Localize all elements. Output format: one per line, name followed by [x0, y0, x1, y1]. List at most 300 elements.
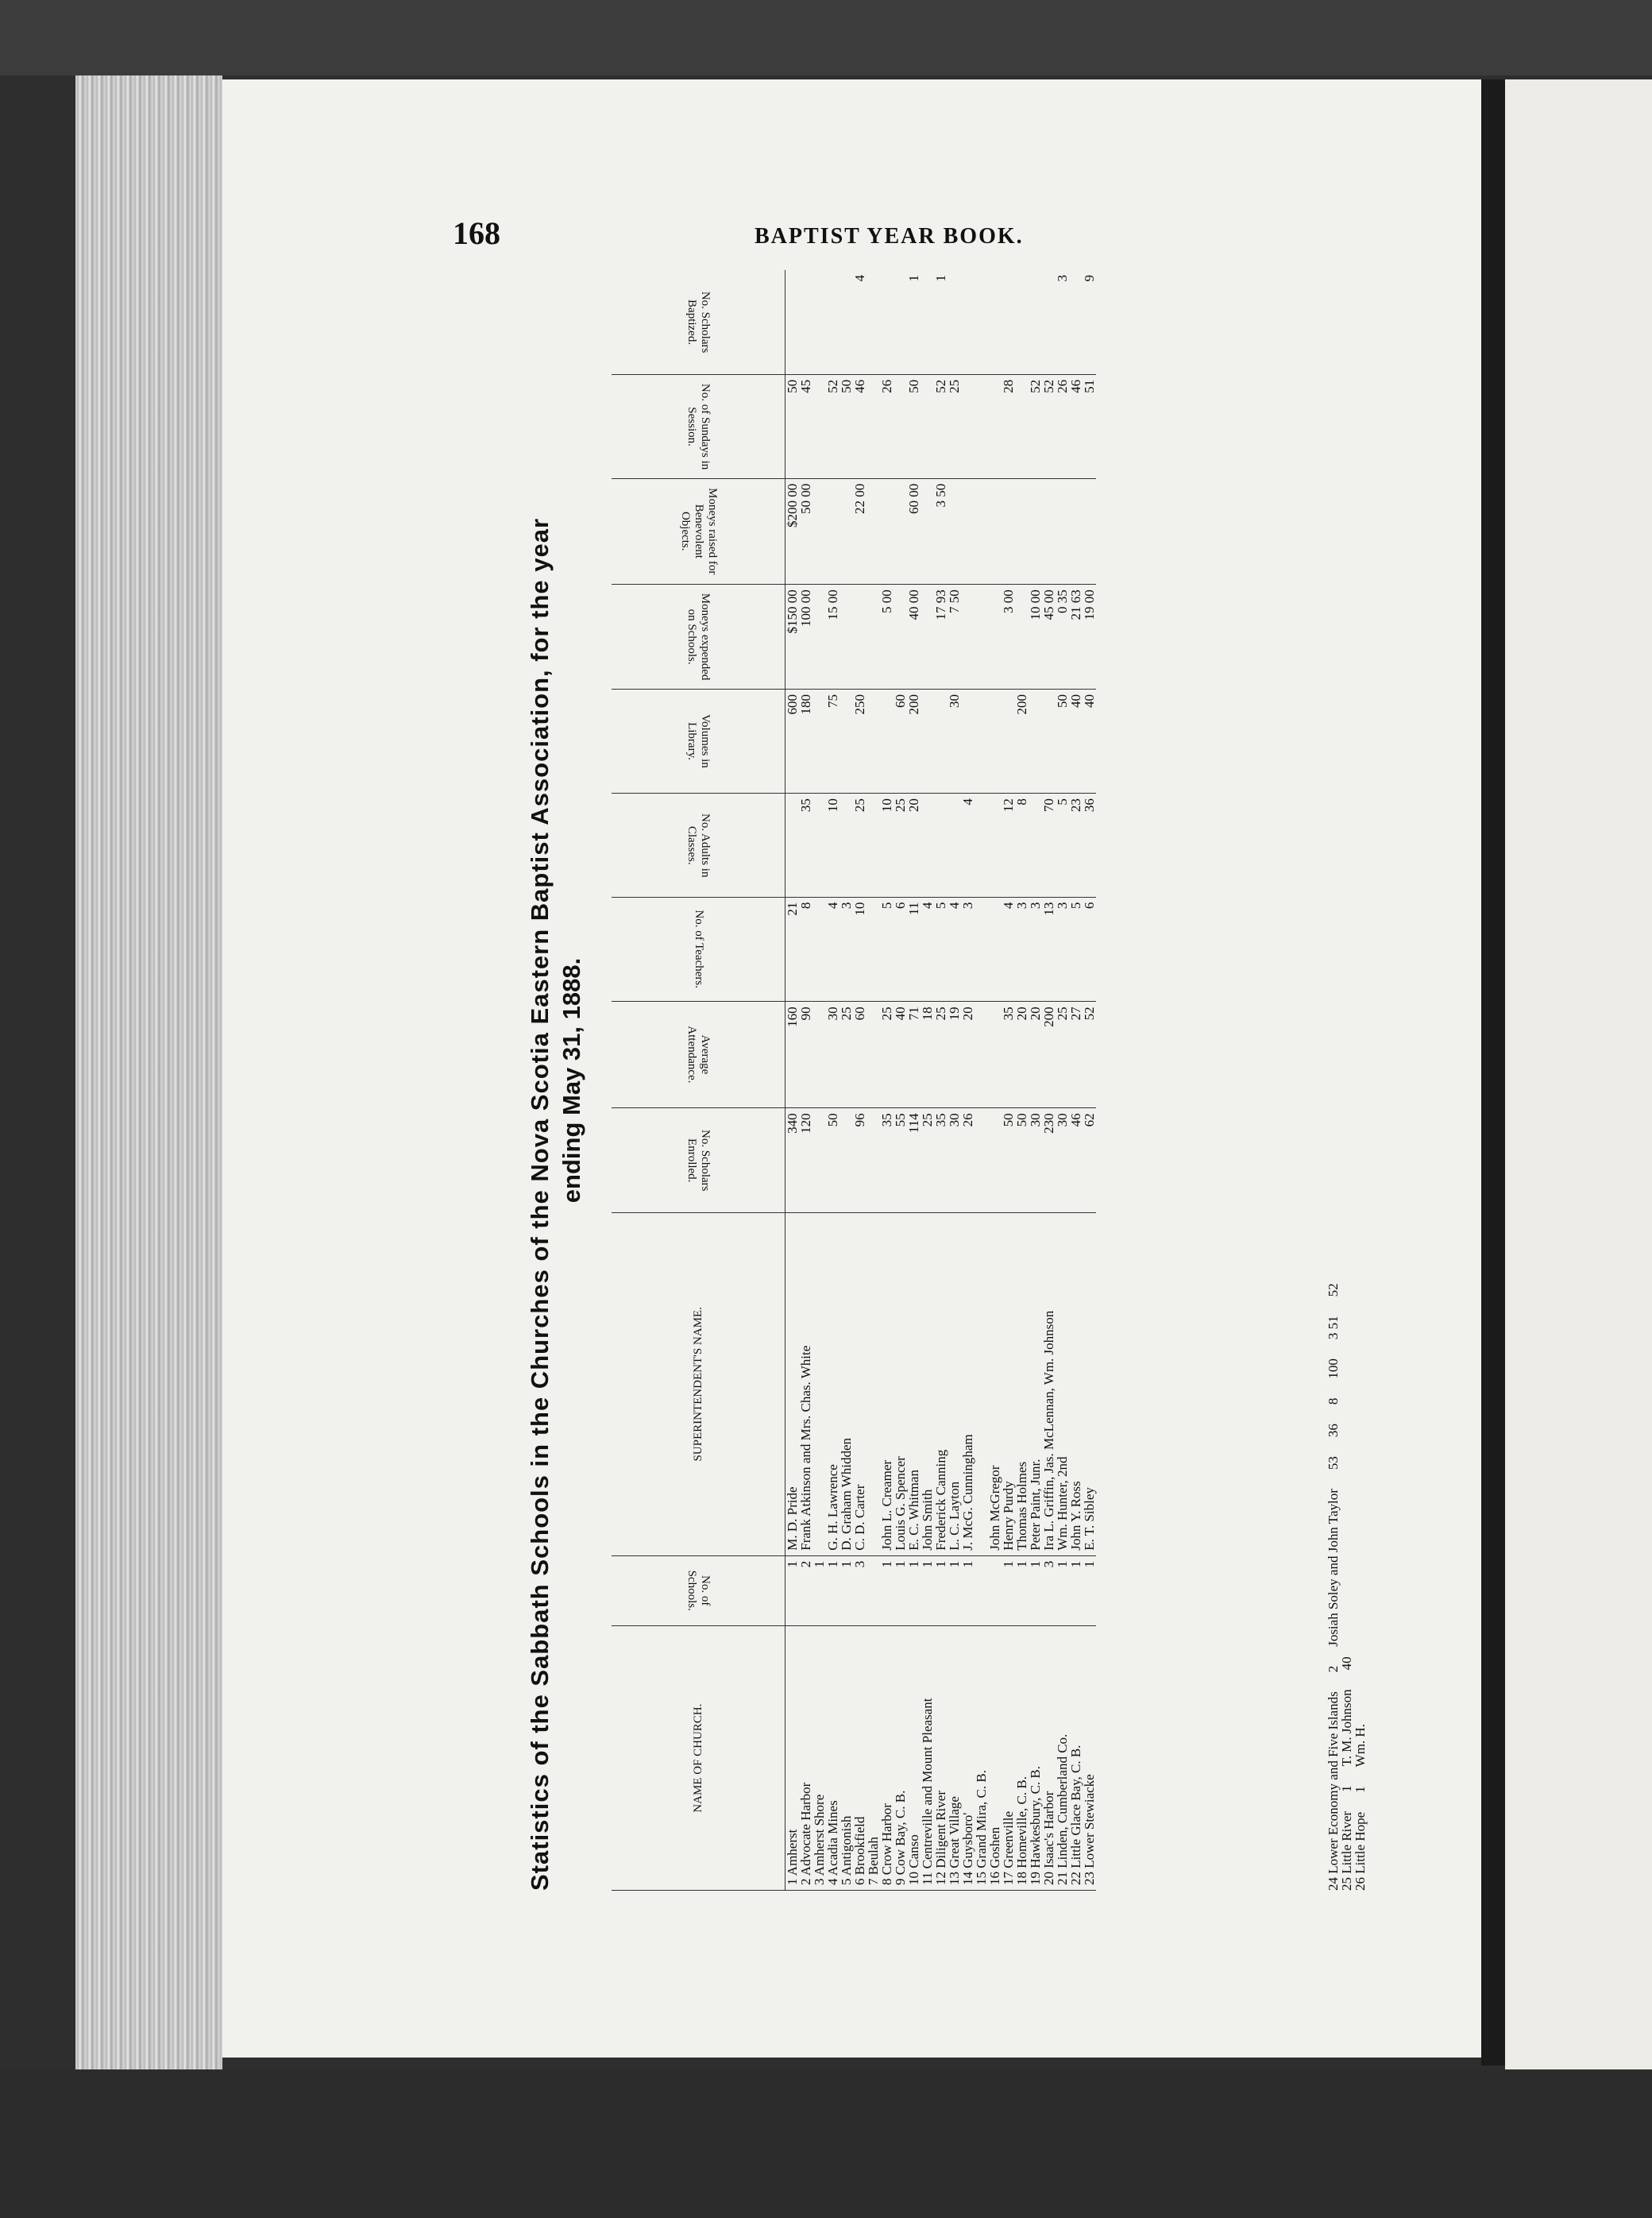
table-row — [948, 270, 961, 1891]
cell-bap — [880, 270, 894, 374]
cell-sup: Thomas Holmes — [1015, 1212, 1029, 1555]
cell-ben — [988, 478, 1002, 585]
cell-sup: L. C. Layton — [948, 1212, 961, 1555]
cell-vol: 200 — [907, 690, 921, 794]
cell-schools: 1 — [812, 1555, 826, 1626]
cell-vol — [867, 690, 880, 794]
cell-exp: 40 00 — [907, 585, 921, 690]
footer-cell-schools: 1 — [1339, 1785, 1354, 1792]
cell-exp: 10 00 — [1029, 585, 1042, 690]
cell-tea: 21 — [785, 897, 800, 1002]
cell-schools: 1 — [961, 1555, 975, 1626]
cell-vol — [1029, 690, 1042, 794]
cell-enr: 50 — [1015, 1108, 1029, 1213]
cell-sup: Peter Paint, Junr. — [1029, 1212, 1042, 1555]
cell-sup: John Y. Ross — [1069, 1212, 1083, 1555]
cell-ben — [1069, 478, 1083, 585]
cell-enr: 26 — [961, 1108, 975, 1213]
cell-schools: 1 — [934, 1555, 948, 1626]
cell-sun: 45 — [799, 374, 812, 478]
table-row — [1083, 270, 1096, 1891]
cell-exp: 19 00 — [1083, 585, 1096, 690]
cell-enr — [867, 1108, 880, 1213]
cell-schools: 1 — [921, 1555, 934, 1626]
cell-sup: Louis G. Spencer — [894, 1212, 907, 1555]
cell-tea: 10 — [853, 897, 867, 1002]
cell-adu: 10 — [880, 794, 894, 898]
footer-cell-enr: 40 — [1339, 1656, 1354, 1671]
footer-cell-sup: T. M. Johnson — [1339, 1689, 1354, 1767]
cell-enr: 114 — [907, 1108, 921, 1213]
title-line-2: ending May 31, 1888. — [558, 957, 585, 1204]
table-row — [1069, 270, 1083, 1891]
cell-sup — [975, 1212, 988, 1555]
cell-schools: 1 — [1002, 1555, 1015, 1626]
cell-enr: 46 — [1069, 1108, 1083, 1213]
cell-church: 17 Greenville — [1002, 1626, 1015, 1891]
cell-tea: 3 — [1056, 897, 1069, 1002]
cell-adu — [840, 794, 853, 898]
cell-sun — [988, 374, 1002, 478]
cell-adu: 25 — [853, 794, 867, 898]
cell-vol: 40 — [1083, 690, 1096, 794]
cell-sun: 51 — [1083, 374, 1096, 478]
cell-att: 25 — [840, 1002, 853, 1108]
cell-vol: 200 — [1015, 690, 1029, 794]
cell-exp: 5 00 — [880, 585, 894, 690]
cell-tea: 4 — [1002, 897, 1015, 1002]
cell-sup: John L. Creamer — [880, 1212, 894, 1555]
cell-bap — [894, 270, 907, 374]
cell-att: 30 — [826, 1002, 840, 1108]
cell-exp: 3 00 — [1002, 585, 1015, 690]
cell-ben — [840, 478, 853, 585]
cell-vol — [1042, 690, 1056, 794]
table-row — [988, 270, 1002, 1891]
cell-adu: 25 — [894, 794, 907, 898]
col-church: NAME OF CHURCH. — [612, 1626, 785, 1891]
cell-sup: D. Graham Whidden — [840, 1212, 853, 1555]
cell-adu: 70 — [1042, 794, 1056, 898]
cell-tea — [988, 897, 1002, 1002]
cell-enr — [840, 1108, 853, 1213]
cell-church: 18 Homeville, C. B. — [1015, 1626, 1029, 1891]
cell-enr: 340 — [785, 1108, 800, 1213]
cell-tea: 5 — [880, 897, 894, 1002]
cell-enr: 35 — [934, 1108, 948, 1213]
cell-ben: 60 00 — [907, 478, 921, 585]
table-row — [826, 270, 840, 1891]
continued-rows — [1326, 1264, 1367, 1891]
cell-vol — [880, 690, 894, 794]
table-row — [934, 270, 948, 1891]
col-expended: Moneys expended on Schools. — [612, 585, 785, 690]
cell-adu: 36 — [1083, 794, 1096, 898]
scanner-background — [0, 0, 1652, 75]
cell-church: 10 Canso — [907, 1626, 921, 1891]
cell-sun — [1015, 374, 1029, 478]
footer-cell-enr: 53 — [1326, 1456, 1341, 1470]
cell-att: 160 — [785, 1002, 800, 1108]
cell-sup — [867, 1212, 880, 1555]
cell-att: 90 — [799, 1002, 812, 1108]
cell-schools: 1 — [948, 1555, 961, 1626]
cell-tea: 11 — [907, 897, 921, 1002]
table-row — [1029, 270, 1042, 1891]
cell-bap — [812, 270, 826, 374]
cell-att: 40 — [894, 1002, 907, 1108]
cell-exp: 0 35 — [1056, 585, 1069, 690]
right-page-sliver — [1505, 79, 1652, 2073]
cell-bap — [988, 270, 1002, 374]
cell-vol: 250 — [853, 690, 867, 794]
cell-schools: 1 — [826, 1555, 840, 1626]
cell-exp — [853, 585, 867, 690]
cell-schools: 3 — [1042, 1555, 1056, 1626]
cell-church: 19 Hawkesbury, C. B. — [1029, 1626, 1042, 1891]
cell-bap — [799, 270, 812, 374]
cell-adu: 4 — [961, 794, 975, 898]
cell-vol — [934, 690, 948, 794]
cell-exp — [867, 585, 880, 690]
cell-enr — [975, 1108, 988, 1213]
footer-cell-church: 25 Little River — [1339, 1810, 1354, 1891]
cell-ben — [812, 478, 826, 585]
cell-vol: 75 — [826, 690, 840, 794]
cell-enr: 55 — [894, 1108, 907, 1213]
cell-exp — [988, 585, 1002, 690]
col-benevolent: Moneys raised for Benevolent Objects. — [612, 478, 785, 585]
cell-sun: 25 — [948, 374, 961, 478]
cell-bap — [948, 270, 961, 374]
cell-sun: 52 — [934, 374, 948, 478]
cell-tea: 6 — [894, 897, 907, 1002]
cell-vol — [975, 690, 988, 794]
cell-ben — [880, 478, 894, 585]
title-line-1: Statistics of the Sabbath Schools in the Churches of the Nova Scotia Eastern Baptist Association, for the year — [526, 517, 554, 1891]
cell-schools: 1 — [880, 1555, 894, 1626]
cell-church: 21 Linden, Cumberland Co. — [1056, 1626, 1069, 1891]
table-row — [921, 270, 934, 1891]
cell-exp: 7 50 — [948, 585, 961, 690]
cell-adu: 8 — [1015, 794, 1029, 898]
cell-exp — [812, 585, 826, 690]
cell-adu — [934, 794, 948, 898]
cell-sup: M. D. Pride — [785, 1212, 800, 1555]
cell-sun: 52 — [826, 374, 840, 478]
table-row — [907, 270, 921, 1891]
cell-sup: C. D. Carter — [853, 1212, 867, 1555]
col-baptized: No. Scholars Baptized. — [612, 270, 785, 374]
cell-att: 20 — [1029, 1002, 1042, 1108]
cell-att: 20 — [961, 1002, 975, 1108]
cell-sup: Wm. Hunter, 2nd — [1056, 1212, 1069, 1555]
cell-vol: 600 — [785, 690, 800, 794]
cell-church: 14 Guysboro' — [961, 1626, 975, 1891]
cell-bap — [1029, 270, 1042, 374]
cell-att: 25 — [880, 1002, 894, 1108]
table-row — [840, 270, 853, 1891]
cell-schools: 1 — [785, 1555, 800, 1626]
cell-schools: 1 — [1083, 1555, 1096, 1626]
cell-att: 60 — [853, 1002, 867, 1108]
cell-exp — [1015, 585, 1029, 690]
cell-church: 2 Advocate Harbor — [799, 1626, 812, 1891]
cell-bap — [1069, 270, 1083, 374]
cell-ben — [948, 478, 961, 585]
cell-sup: John Smith — [921, 1212, 934, 1555]
cell-tea: 4 — [826, 897, 840, 1002]
cell-vol — [1002, 690, 1015, 794]
cell-schools — [975, 1555, 988, 1626]
table-row — [894, 270, 907, 1891]
cell-schools: 1 — [1015, 1555, 1029, 1626]
cell-enr: 62 — [1083, 1108, 1096, 1213]
cell-exp: 15 00 — [826, 585, 840, 690]
cell-ben — [1029, 478, 1042, 585]
cell-enr: 25 — [921, 1108, 934, 1213]
cell-adu — [921, 794, 934, 898]
footer-cell-church: 24 Lower Economy and Five Islands — [1326, 1691, 1341, 1891]
cell-sun: 26 — [880, 374, 894, 478]
table-row — [1042, 270, 1056, 1891]
cell-exp — [894, 585, 907, 690]
cell-enr: 30 — [948, 1108, 961, 1213]
col-sundays: No. of Sundays in Session. — [612, 374, 785, 478]
cell-enr — [812, 1108, 826, 1213]
cell-vol: 30 — [948, 690, 961, 794]
cell-enr: 30 — [1029, 1108, 1042, 1213]
page-number: 168 — [453, 215, 500, 251]
table-row — [867, 270, 880, 1891]
cell-tea — [975, 897, 988, 1002]
footer-cell-att: 36 — [1326, 1424, 1341, 1438]
cell-schools: 1 — [1056, 1555, 1069, 1626]
cell-exp: 21 63 — [1069, 585, 1083, 690]
cell-sun: 50 — [907, 374, 921, 478]
cell-exp — [975, 585, 988, 690]
cell-sun — [975, 374, 988, 478]
cell-ben: 3 50 — [934, 478, 948, 585]
cell-sup: Henry Purdy — [1002, 1212, 1015, 1555]
table-row — [880, 270, 894, 1891]
cell-church: 4 Acadia Mines — [826, 1626, 840, 1891]
cell-schools: 1 — [1029, 1555, 1042, 1626]
table-body — [785, 270, 1097, 1891]
table-row — [1056, 270, 1069, 1891]
rotated-statistics-table — [524, 270, 1368, 1891]
cell-bap — [867, 270, 880, 374]
cell-church: 9 Cow Bay, C. B. — [894, 1626, 907, 1891]
table-row — [799, 270, 812, 1891]
cell-schools: 1 — [894, 1555, 907, 1626]
footer-row — [1340, 1264, 1353, 1891]
table-row — [961, 270, 975, 1891]
col-schools: No. of Schools. — [612, 1555, 785, 1626]
cell-sun — [961, 374, 975, 478]
cell-bap — [840, 270, 853, 374]
cell-enr: 35 — [880, 1108, 894, 1213]
cell-ben — [1002, 478, 1015, 585]
cell-exp: $150 00 — [785, 585, 800, 690]
cell-tea: 3 — [840, 897, 853, 1002]
cell-att: 71 — [907, 1002, 921, 1108]
cell-att: 25 — [1056, 1002, 1069, 1108]
cell-sun: 52 — [1042, 374, 1056, 478]
cell-church: 20 Isaac's Harbor — [1042, 1626, 1056, 1891]
cell-tea — [812, 897, 826, 1002]
cell-bap: 9 — [1083, 270, 1096, 374]
cell-church: 8 Crow Harbor — [880, 1626, 894, 1891]
table-row — [853, 270, 867, 1891]
book-gutter — [1481, 79, 1505, 2065]
cell-church: 7 Beulah — [867, 1626, 880, 1891]
cell-vol — [812, 690, 826, 794]
table-title — [524, 270, 588, 1891]
cell-sup: John McGregor — [988, 1212, 1002, 1555]
cell-tea: 5 — [934, 897, 948, 1002]
cell-schools: 3 — [853, 1555, 867, 1626]
cell-tea: 5 — [1069, 897, 1083, 1002]
cell-church: 1 Amherst — [785, 1626, 800, 1891]
cell-adu — [988, 794, 1002, 898]
cell-exp: 45 00 — [1042, 585, 1056, 690]
cell-vol — [988, 690, 1002, 794]
col-teachers: No. of Teachers. — [612, 897, 785, 1002]
cell-bap — [961, 270, 975, 374]
cell-enr: 230 — [1042, 1108, 1056, 1213]
cell-bap — [1015, 270, 1029, 374]
cell-bap: 1 — [907, 270, 921, 374]
table-row — [812, 270, 826, 1891]
cell-exp — [961, 585, 975, 690]
cell-adu: 23 — [1069, 794, 1083, 898]
cell-att — [988, 1002, 1002, 1108]
footer-cell-sup: Wm. H. — [1353, 1724, 1368, 1768]
cell-tea: 13 — [1042, 897, 1056, 1002]
cell-tea: 3 — [1029, 897, 1042, 1002]
cell-church: 3 Amherst Shore — [812, 1626, 826, 1891]
cell-ben: $200 00 — [785, 478, 800, 585]
cell-adu: 35 — [799, 794, 812, 898]
cell-ben: 50 00 — [799, 478, 812, 585]
footer-row — [1326, 1264, 1340, 1891]
footer-cell-church: 26 Little Hope — [1353, 1811, 1368, 1891]
cell-sun: 46 — [1069, 374, 1083, 478]
cell-sup: E. C. Whitman — [907, 1212, 921, 1555]
cell-tea: 3 — [961, 897, 975, 1002]
cell-schools: 2 — [799, 1555, 812, 1626]
cell-tea: 4 — [948, 897, 961, 1002]
cell-bap: 4 — [853, 270, 867, 374]
statistics-table — [612, 270, 1096, 1891]
cell-sup: G. H. Lawrence — [826, 1212, 840, 1555]
cell-enr: 30 — [1056, 1108, 1069, 1213]
cell-vol — [921, 690, 934, 794]
scanner-background-bottom — [0, 2069, 1652, 2218]
cell-adu: 10 — [826, 794, 840, 898]
cell-att — [975, 1002, 988, 1108]
cell-sup: Ira L. Griffin, Jas. McLennan, Wm. Johnson — [1042, 1212, 1056, 1555]
cell-exp — [921, 585, 934, 690]
cell-sun — [867, 374, 880, 478]
cell-ben: 22 00 — [853, 478, 867, 585]
footer-cell-sun: 52 — [1326, 1283, 1341, 1297]
cell-enr — [988, 1108, 1002, 1213]
cell-ben — [894, 478, 907, 585]
cell-sun — [812, 374, 826, 478]
cell-bap — [975, 270, 988, 374]
cell-tea — [867, 897, 880, 1002]
cell-sup — [812, 1212, 826, 1555]
cell-adu — [785, 794, 800, 898]
cell-att: 19 — [948, 1002, 961, 1108]
cell-adu: 12 — [1002, 794, 1015, 898]
cell-tea: 4 — [921, 897, 934, 1002]
footer-cell-exp: 3 51 — [1326, 1316, 1341, 1340]
cell-tea: 8 — [799, 897, 812, 1002]
cell-schools: 1 — [840, 1555, 853, 1626]
cell-att — [867, 1002, 880, 1108]
cell-bap — [826, 270, 840, 374]
cell-ben — [1042, 478, 1056, 585]
cell-tea: 3 — [1015, 897, 1029, 1002]
cell-ben — [1083, 478, 1096, 585]
cell-schools — [867, 1555, 880, 1626]
cell-bap — [921, 270, 934, 374]
cell-enr: 50 — [826, 1108, 840, 1213]
cell-exp — [840, 585, 853, 690]
cell-adu — [867, 794, 880, 898]
cell-att: 25 — [934, 1002, 948, 1108]
col-enrolled: No. Scholars Enrolled. — [612, 1108, 785, 1213]
cell-sup: Frank Atkinson and Mrs. Chas. White — [799, 1212, 812, 1555]
cell-church: 22 Little Glace Bay, C. B. — [1069, 1626, 1083, 1891]
cell-exp: 17 93 — [934, 585, 948, 690]
col-superintendent: SUPERINTENDENT'S NAME. — [612, 1212, 785, 1555]
footer-cell-schools: 2 — [1326, 1665, 1341, 1673]
cell-ben — [1056, 478, 1069, 585]
cell-adu — [948, 794, 961, 898]
cell-bap: 1 — [934, 270, 948, 374]
cell-bap — [785, 270, 800, 374]
running-title: BAPTIST YEAR BOOK. — [755, 224, 1024, 249]
footer-cell-vol: 100 — [1326, 1358, 1341, 1379]
cell-adu — [1029, 794, 1042, 898]
cell-adu — [975, 794, 988, 898]
cell-att: 52 — [1083, 1002, 1096, 1108]
cell-church: 23 Lower Stewiacke — [1083, 1626, 1096, 1891]
cell-bap — [1042, 270, 1056, 374]
cell-vol: 50 — [1056, 690, 1069, 794]
col-adults: No. Adults in Classes. — [612, 794, 785, 898]
cell-bap — [1002, 270, 1015, 374]
cell-church: 12 Diligent River — [934, 1626, 948, 1891]
footer-cell-schools: 1 — [1353, 1786, 1368, 1793]
table-row — [785, 270, 800, 1891]
cell-ben — [1015, 478, 1029, 585]
cell-sun: 26 — [1056, 374, 1069, 478]
cell-sun — [921, 374, 934, 478]
cell-ben — [867, 478, 880, 585]
cell-att: 20 — [1015, 1002, 1029, 1108]
footer-cell-sup: Josiah Soley and John Taylor — [1326, 1489, 1341, 1647]
cell-church: 16 Goshen — [988, 1626, 1002, 1891]
cell-church: 13 Great Village — [948, 1626, 961, 1891]
cell-vol: 180 — [799, 690, 812, 794]
cell-sup: E. T. Sibley — [1083, 1212, 1096, 1555]
cell-exp: 100 00 — [799, 585, 812, 690]
